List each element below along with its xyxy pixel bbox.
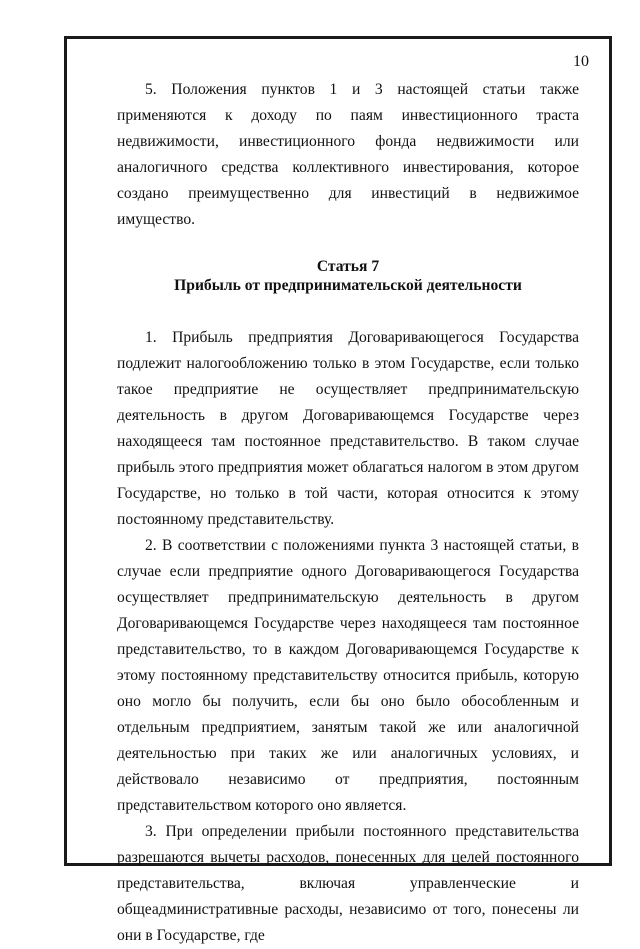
- paragraph-3: 3. При определении прибыли постоянного представительства разрешаются вычеты расходов, понесенных для целей постоянного представительства, включая управленческие и общеадминистративные расходы, независимо от того, понесены ли они в Государстве, где: [117, 823, 579, 944]
- paragraph-2: 2. В соответствии с положениями пункта 3 настоящей статьи, в случае если предприятие одного Договаривающегося Государства осуществляет предпринимательскую деятельность в другом Договаривающемся Государстве через находящееся там постоянное представительство, то в каждом Договаривающемся Государстве к этому постоянному представительству относится прибыль, которую оно могло бы получить, если бы оно было обособленным и отдельным предприятием, занятым такой же или аналогичной деятельностью при таких же или аналогичных условиях, и действовало независимо от предприятия, постоянным представительством которого оно является.: [117, 537, 579, 814]
- document-page-frame: [64, 36, 612, 944]
- paragraph-5-article-6: 5. Положения пунктов 1 и 3 настоящей статьи также применяются к доходу по паям инвестиционного траста недвижимости, инвестиционного фонда недвижимости или аналогичного средства коллективного инвестирования, которое создано преимущественно для инвестиций в недвижимое имущество.: [117, 81, 579, 228]
- article-title: Прибыль от предпринимательской деятельности: [174, 277, 522, 294]
- document-body: [117, 77, 579, 949]
- paragraph-1: 1. Прибыль предприятия Договаривающегося Государства подлежит налогообложению только в этом Государстве, если только такое предприятие не осуществляет предпринимательскую деятельность в другом Договаривающемся Государстве через находящееся там постоянное представительство. В таком случае прибыль этого предприятия может облагаться налогом в этом другом Государстве, но только в той части, которая относится к этому постоянному представительству.: [117, 329, 579, 528]
- article-number: Статья 7: [316, 258, 380, 275]
- article-heading: [117, 257, 579, 295]
- page-number: 10: [573, 53, 589, 70]
